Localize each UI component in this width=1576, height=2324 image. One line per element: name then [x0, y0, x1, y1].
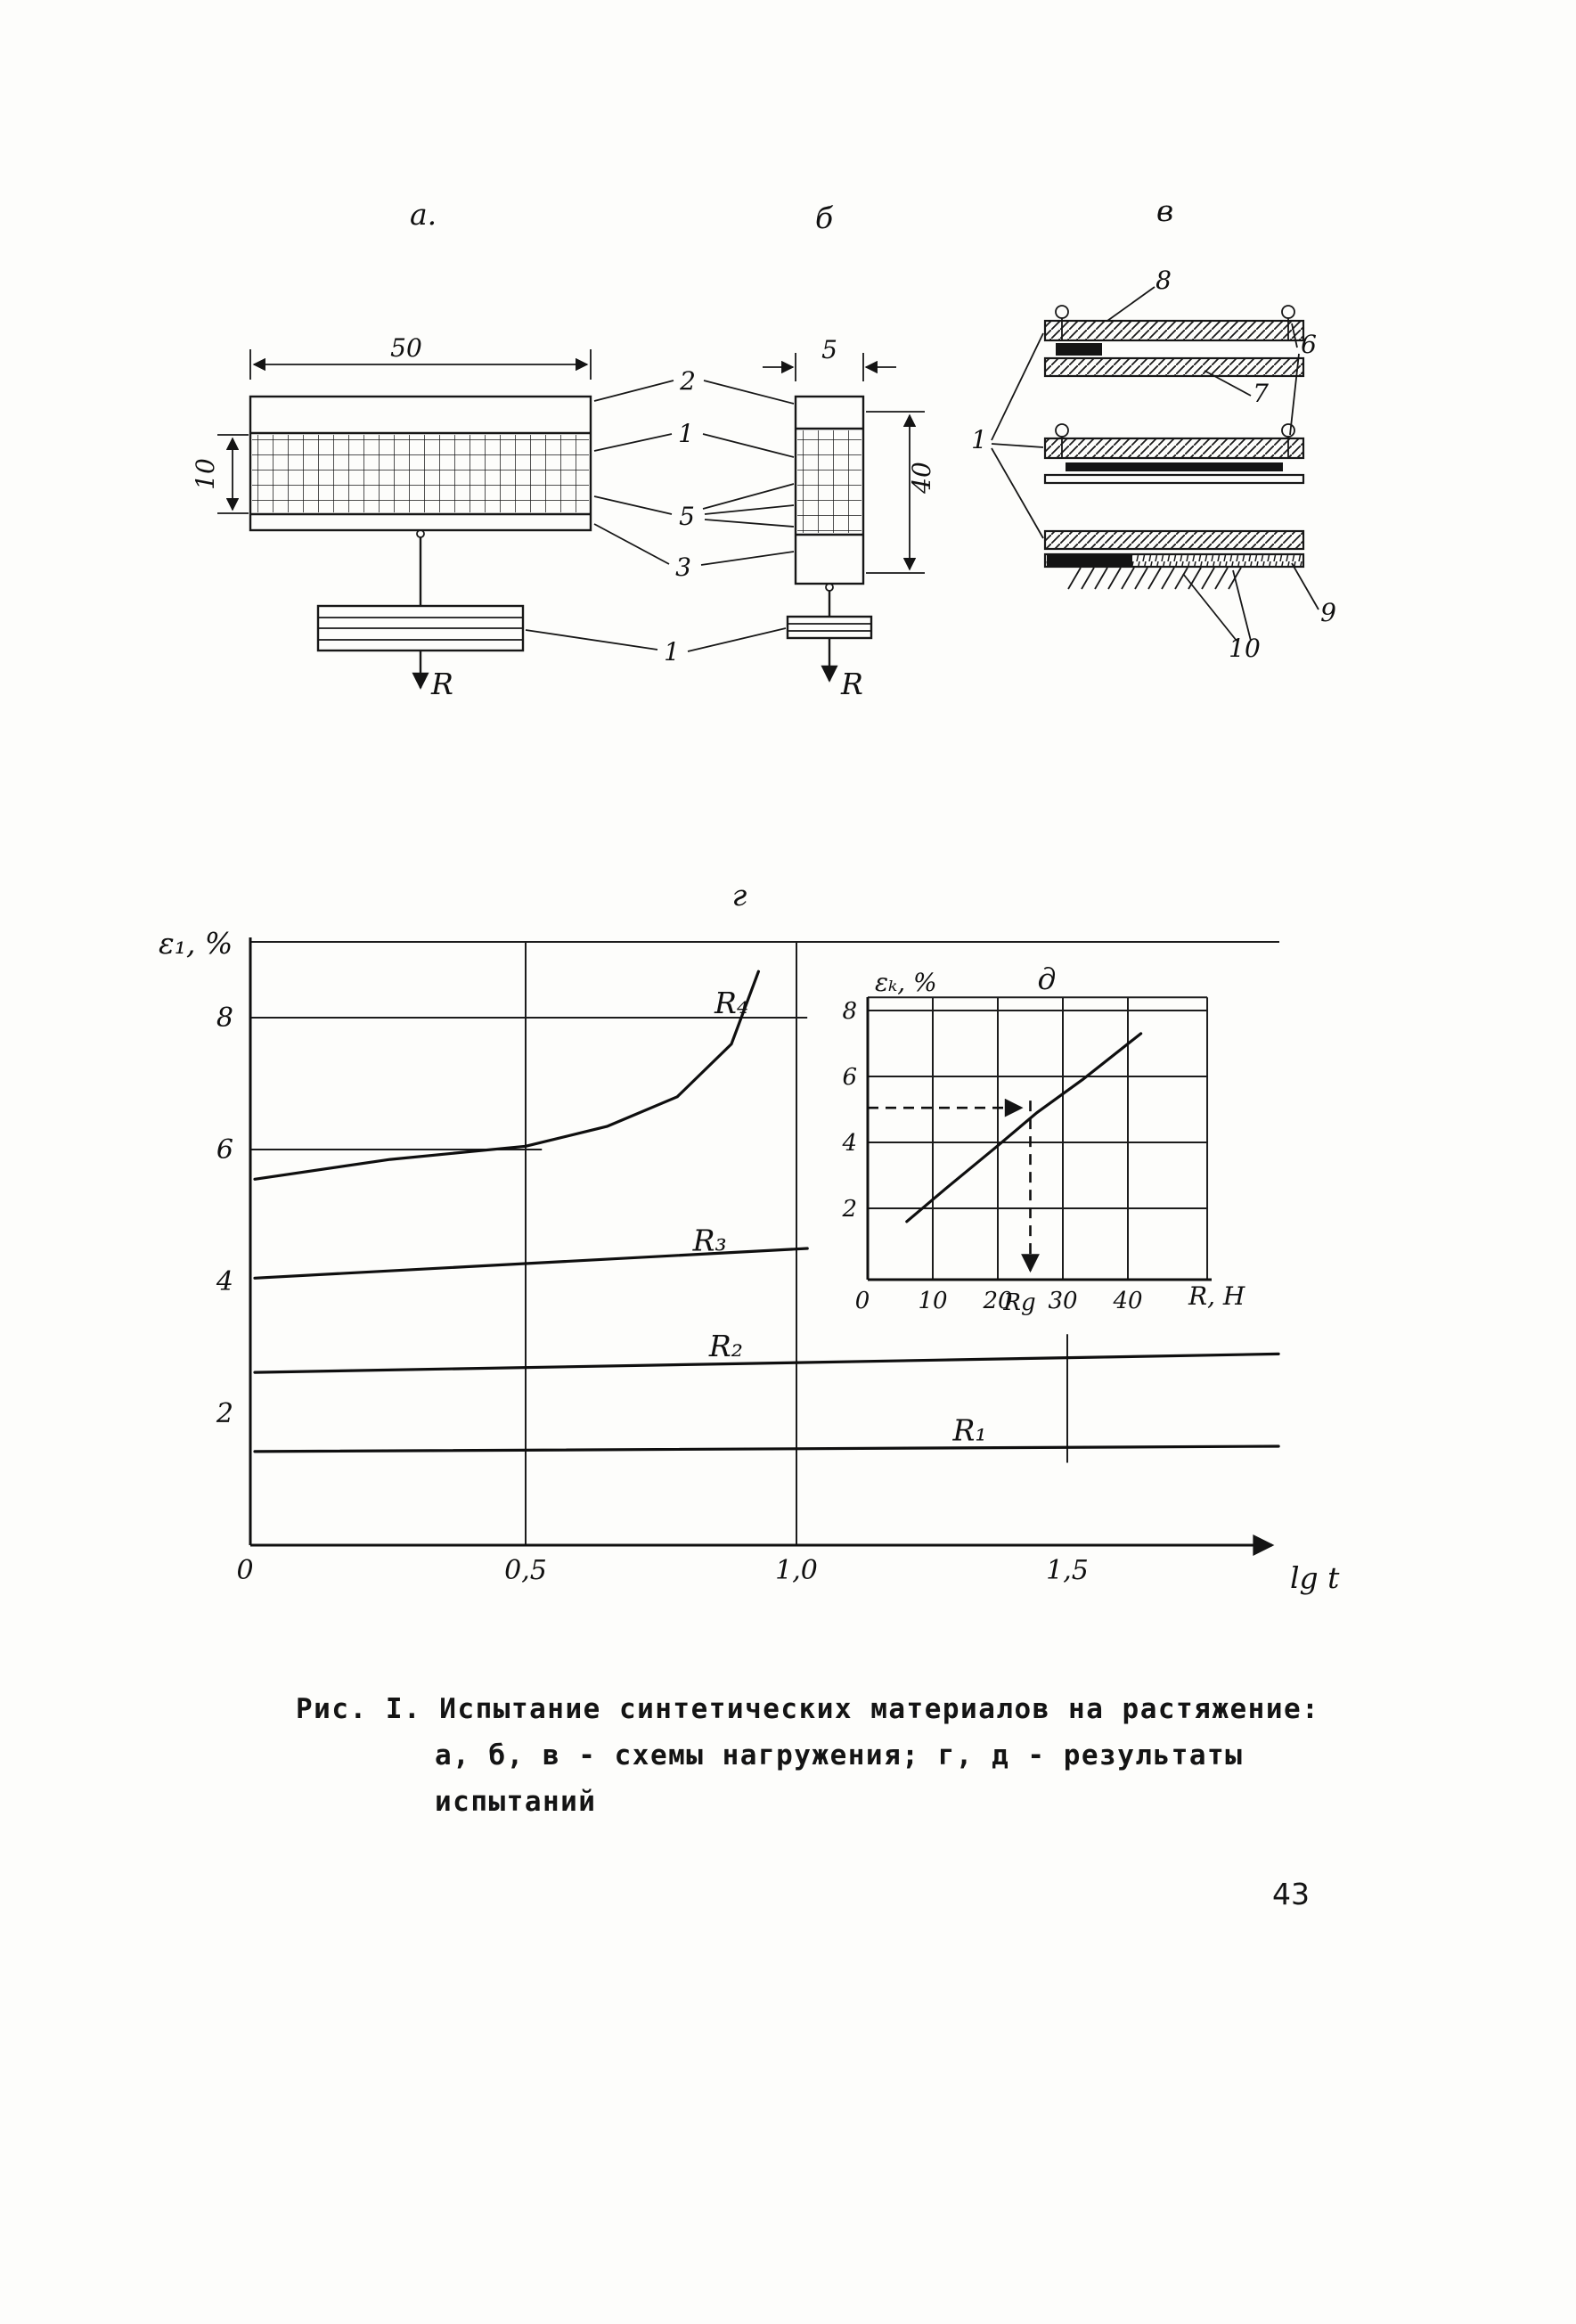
chart-inset-title: д: [1037, 962, 1057, 996]
x-tick-label: 0,5: [504, 1555, 547, 1586]
bolt-icon: [1282, 306, 1294, 318]
scheme-b-label: б: [815, 200, 834, 235]
fiber-fringe: [1068, 568, 1241, 589]
scheme-b: [763, 200, 936, 701]
chart-inset-grid: [868, 997, 1207, 1280]
page-number: 43: [1272, 1877, 1310, 1911]
caption-line-3: испытаний: [435, 1786, 597, 1818]
force-label-a: R: [431, 667, 453, 701]
x-tick-label: 40: [1113, 1288, 1143, 1314]
series-line: [255, 1354, 1278, 1372]
chart-inset-series: [907, 1034, 1141, 1222]
y-tick-label: 8: [842, 998, 857, 1025]
assembly-middle: [1045, 424, 1303, 483]
y-tick-label: 4: [842, 1130, 857, 1157]
bolt-icon: [1282, 424, 1294, 437]
clamp-b: [788, 617, 871, 638]
chart-inset-ticks: [841, 998, 1142, 1314]
chart-main-grid: [250, 942, 1279, 1545]
part-label-bottom-plate: 3: [675, 552, 691, 582]
force-label-b: R: [841, 667, 863, 701]
dim-height-b-value: 40: [907, 462, 936, 494]
part-label-bolt: 6: [1301, 330, 1317, 359]
assembly-top: [1045, 306, 1303, 376]
caption-line-1: Рис. I. Испытание синтетических материалов на растяжение:: [296, 1693, 1320, 1725]
dim-width-b-value: 5: [821, 335, 837, 364]
x-tick-label: 1,0: [775, 1555, 818, 1586]
y-tick-label: 8: [216, 1002, 233, 1034]
scheme-v-label: в: [1156, 193, 1174, 228]
part-label-support: 9: [1320, 598, 1336, 627]
series-line: [255, 1446, 1278, 1452]
part-label-fibers: 10: [1229, 634, 1261, 663]
scheme-a-label: а.: [410, 197, 437, 232]
dimension-height-a: [191, 435, 249, 513]
part-label-mesh-cell: 5: [679, 502, 695, 531]
series-label: R₃: [692, 1223, 727, 1258]
y-tick-label: 6: [842, 1064, 857, 1091]
dim-width-a-value: 50: [390, 333, 422, 363]
dimension-width-b: [763, 335, 896, 381]
part-label-specimen-v: 1: [971, 425, 987, 454]
part-label-specimen: 1: [678, 419, 694, 448]
inset-series-line: [907, 1034, 1141, 1222]
part-label-top-plate: 2: [680, 366, 696, 396]
assembly-bottom: [1045, 531, 1303, 589]
x-tick-label: 1,5: [1046, 1555, 1089, 1586]
chart-inset-xlabel: R, Н: [1188, 1281, 1245, 1311]
chart-inset-ylabel: εₖ, %: [875, 968, 937, 997]
y-tick-label: 6: [216, 1134, 233, 1166]
scheme-a: [191, 197, 591, 701]
chart-main-xlabel: lg t: [1290, 1560, 1340, 1595]
pivot-a: [417, 530, 424, 537]
series-line: [255, 971, 758, 1179]
chart-main: [159, 878, 1340, 1595]
x-tick-label: 10: [918, 1288, 948, 1314]
mesh-specimen-a: [252, 435, 589, 512]
bolt-icon: [1056, 306, 1068, 318]
part-label-clamp: 1: [664, 637, 680, 667]
dimension-height-b: [866, 412, 936, 573]
series-label: R₄: [715, 986, 749, 1021]
figure-caption: [296, 1686, 1319, 1825]
caption-line-2: а, б, в - схемы нагружения; г, д - результаты: [435, 1739, 1244, 1772]
x-tick-label: 20: [983, 1288, 1013, 1314]
part-label-bolt-plate: 8: [1155, 266, 1172, 295]
y-tick-label: 2: [842, 1196, 857, 1223]
bolt-icon: [1056, 424, 1068, 437]
dim-height-a-value: 10: [191, 458, 220, 490]
chart-main-title: г: [731, 878, 747, 912]
mesh-specimen-b: [797, 430, 861, 533]
y-tick-label: 4: [216, 1266, 233, 1297]
series-label: R₂: [708, 1329, 743, 1363]
clamp-a: [318, 606, 523, 651]
pivot-b: [826, 584, 833, 591]
x-tick-label: 0: [236, 1555, 254, 1586]
x-tick-label: 30: [1048, 1288, 1078, 1314]
annotation-label: Rg: [1003, 1289, 1036, 1316]
part-label-gap: 7: [1253, 379, 1269, 408]
chart-inset: [841, 962, 1245, 1316]
y-tick-label: 2: [216, 1398, 233, 1429]
series-label: R₁: [952, 1412, 987, 1448]
chart-main-series: [255, 971, 1278, 1452]
dimension-width-a: [250, 333, 591, 380]
chart-main-ylabel: ε₁, %: [159, 926, 233, 961]
x-tick-label: 0: [854, 1288, 870, 1314]
chart-main-ticks: [216, 1002, 1089, 1586]
